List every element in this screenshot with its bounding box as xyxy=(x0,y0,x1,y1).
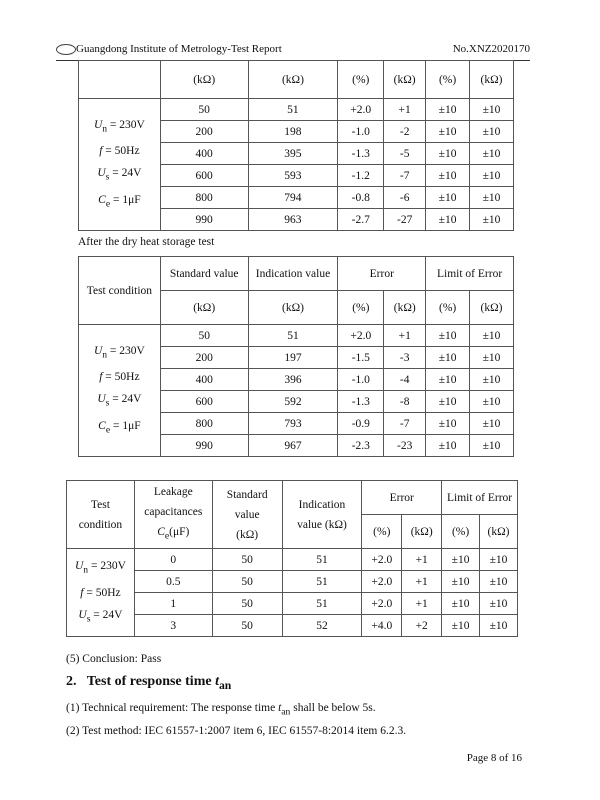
condition-line: f = 50Hz xyxy=(99,371,140,384)
table-cell: ±10 xyxy=(426,347,470,369)
condition-line: $U_s = 24V$ xyxy=(97,393,142,409)
table-cell: ±10 xyxy=(470,435,514,457)
condition-line: f = 50Hz xyxy=(99,145,140,158)
units-row xyxy=(79,61,514,99)
table-cell: -27 xyxy=(384,209,426,231)
unit-cell: (kΩ) xyxy=(470,61,514,99)
unit-cell: (kΩ) xyxy=(402,515,442,549)
table-cell: 200 xyxy=(160,121,248,143)
table-cell: 0 xyxy=(134,549,212,571)
standard-value-header: Standard value xyxy=(160,257,248,291)
table-cell: ±10 xyxy=(426,435,470,457)
table-cell: -1.3 xyxy=(338,391,384,413)
table-cell: -8 xyxy=(384,391,426,413)
table-cell: 50 xyxy=(212,615,282,637)
table-cell: ±10 xyxy=(470,121,514,143)
unit-cell: (%) xyxy=(442,515,480,549)
table-cell: -5 xyxy=(384,143,426,165)
table-cell: 51 xyxy=(282,549,362,571)
unit-cell: (kΩ) xyxy=(248,61,338,99)
unit-cell: (%) xyxy=(426,291,470,325)
table-cell: 50 xyxy=(212,593,282,615)
unit-cell: (kΩ) xyxy=(160,61,248,99)
table-cell: ±10 xyxy=(470,165,514,187)
table-cell: ±10 xyxy=(480,593,518,615)
institute-logo-icon xyxy=(56,44,76,55)
table-cell: -1.0 xyxy=(338,121,384,143)
table-cell: 197 xyxy=(248,347,338,369)
table-cell: -1.0 xyxy=(338,369,384,391)
report-number: No.XNZ2020170 xyxy=(452,43,530,55)
table-cell: 396 xyxy=(248,369,338,391)
table-cell: -2 xyxy=(384,121,426,143)
limit-of-error-header: Limit of Error xyxy=(442,481,518,515)
table-cell: ±10 xyxy=(442,571,480,593)
table-cell: +1 xyxy=(402,571,442,593)
table-cell: 50 xyxy=(212,549,282,571)
test-condition-cell xyxy=(79,325,161,457)
table-cell: ±10 xyxy=(426,187,470,209)
table-row xyxy=(67,571,518,593)
error-header: Error xyxy=(362,481,442,515)
table-cell: 800 xyxy=(160,413,248,435)
unit-cell: (%) xyxy=(338,291,384,325)
leakage-capacitance-table xyxy=(66,480,518,637)
results-table-2 xyxy=(78,256,514,457)
table-row xyxy=(79,99,514,121)
condition-line: f = 50Hz xyxy=(80,586,121,599)
table-caption: After the dry heat storage test xyxy=(78,236,215,248)
header-row xyxy=(79,257,514,291)
table-cell: 592 xyxy=(248,391,338,413)
table-cell: -1.2 xyxy=(338,165,384,187)
table-cell: -3 xyxy=(384,347,426,369)
page-header xyxy=(56,42,530,61)
table-cell: +2.0 xyxy=(362,593,402,615)
condition-line: $U_n = 230V$ xyxy=(93,119,145,135)
table-cell: ±10 xyxy=(426,99,470,121)
table-row xyxy=(67,549,518,571)
test-condition-header: Test condition xyxy=(67,481,135,549)
table-cell: -7 xyxy=(384,165,426,187)
unit-cell: (kΩ) xyxy=(384,291,426,325)
table-cell: -4 xyxy=(384,369,426,391)
table-cell: 50 xyxy=(160,325,248,347)
test-method-text: (2) Test method: IEC 61557-1:2007 item 6, IEC 61557-8:2014 item 6.2.3. xyxy=(66,725,407,737)
indication-value-header: Indication value (kΩ) xyxy=(282,481,362,549)
table-cell: 593 xyxy=(248,165,338,187)
unit-cell: (%) xyxy=(362,515,402,549)
table-cell: -0.8 xyxy=(338,187,384,209)
table-cell: -2.3 xyxy=(338,435,384,457)
table-cell: ±10 xyxy=(470,209,514,231)
test-condition-header: Test condition xyxy=(79,257,161,325)
table-row xyxy=(79,325,514,347)
table-cell: 400 xyxy=(160,369,248,391)
condition-line: $U_s = 24V$ xyxy=(78,608,123,624)
table-cell: ±10 xyxy=(470,347,514,369)
table-cell: +2.0 xyxy=(362,549,402,571)
table-cell: 51 xyxy=(248,99,338,121)
table-cell: 50 xyxy=(212,571,282,593)
table-cell: 50 xyxy=(160,99,248,121)
table-cell: 990 xyxy=(160,435,248,457)
leakage-capacitance-header: Leakage capacitances $C_e(\mu F)$ xyxy=(134,481,212,549)
table-cell: ±10 xyxy=(470,391,514,413)
unit-cell: (kΩ) xyxy=(160,291,248,325)
table-cell: ±10 xyxy=(426,143,470,165)
table-cell: 52 xyxy=(282,615,362,637)
table-cell: +2.0 xyxy=(338,99,384,121)
table-cell: ±10 xyxy=(480,615,518,637)
test-condition-cell xyxy=(67,549,135,637)
table-cell: 793 xyxy=(248,413,338,435)
conclusion-text: (5) Conclusion: Pass xyxy=(66,653,162,665)
section-heading: 2. Test of response time $t_{an}$ xyxy=(66,674,232,692)
table-cell: 3 xyxy=(134,615,212,637)
report-title: Guangdong Institute of Metrology-Test Report xyxy=(76,43,282,55)
table-cell: 990 xyxy=(160,209,248,231)
table-cell: 800 xyxy=(160,187,248,209)
table-cell: 600 xyxy=(160,165,248,187)
unit-cell: (%) xyxy=(338,61,384,99)
table-cell: ±10 xyxy=(442,593,480,615)
table-cell: +1 xyxy=(384,99,426,121)
empty-cell xyxy=(79,61,161,99)
page-number: Page 8 of 16 xyxy=(466,752,522,764)
table-row xyxy=(67,593,518,615)
table-cell: 400 xyxy=(160,143,248,165)
table-cell: +2.0 xyxy=(338,325,384,347)
table-cell: ±10 xyxy=(470,187,514,209)
condition-line: $U_s = 24V$ xyxy=(97,167,142,183)
technical-requirement-text: (1) Technical requirement: The response time $t_{an}$ shall be below 5s. xyxy=(66,702,376,718)
table-cell: 51 xyxy=(282,571,362,593)
unit-cell: (kΩ) xyxy=(248,291,338,325)
table-cell: +2 xyxy=(402,615,442,637)
table-cell: -0.9 xyxy=(338,413,384,435)
table-cell: ±10 xyxy=(442,549,480,571)
table-cell: 0.5 xyxy=(134,571,212,593)
unit-cell: (kΩ) xyxy=(480,515,518,549)
indication-value-header: Indication value xyxy=(248,257,338,291)
table-cell: ±10 xyxy=(480,549,518,571)
table-cell: -7 xyxy=(384,413,426,435)
table-cell: -23 xyxy=(384,435,426,457)
table-cell: ±10 xyxy=(426,209,470,231)
standard-value-header: Standard value (kΩ) xyxy=(212,481,282,549)
table-cell: -6 xyxy=(384,187,426,209)
table-cell: -1.5 xyxy=(338,347,384,369)
table-cell: ±10 xyxy=(426,165,470,187)
table-cell: 395 xyxy=(248,143,338,165)
results-table-1 xyxy=(78,60,514,231)
table-cell: 200 xyxy=(160,347,248,369)
table-cell: ±10 xyxy=(426,413,470,435)
unit-cell: (kΩ) xyxy=(470,291,514,325)
header-row xyxy=(67,481,518,515)
table-cell: +1 xyxy=(402,549,442,571)
table-cell: +1 xyxy=(384,325,426,347)
table-cell: ±10 xyxy=(426,325,470,347)
table-cell: ±10 xyxy=(470,413,514,435)
table-cell: ±10 xyxy=(470,99,514,121)
table-cell: ±10 xyxy=(426,391,470,413)
table-row xyxy=(67,615,518,637)
table-cell: ±10 xyxy=(480,571,518,593)
table-cell: ±10 xyxy=(470,369,514,391)
table-cell: 600 xyxy=(160,391,248,413)
table-cell: 794 xyxy=(248,187,338,209)
table-cell: ±10 xyxy=(470,143,514,165)
condition-line: $C_e = 1\mu F$ xyxy=(98,419,141,435)
table-cell: +2.0 xyxy=(362,571,402,593)
table-cell: 963 xyxy=(248,209,338,231)
table-cell: ±10 xyxy=(426,369,470,391)
test-condition-cell xyxy=(79,99,161,231)
table-cell: ±10 xyxy=(470,325,514,347)
table-cell: 967 xyxy=(248,435,338,457)
error-header: Error xyxy=(338,257,426,291)
table-cell: ±10 xyxy=(426,121,470,143)
table-cell: ±10 xyxy=(442,615,480,637)
table-cell: +4.0 xyxy=(362,615,402,637)
limit-of-error-header: Limit of Error xyxy=(426,257,514,291)
condition-line: $U_n = 230V$ xyxy=(74,560,126,576)
table-cell: 51 xyxy=(282,593,362,615)
table-cell: +1 xyxy=(402,593,442,615)
unit-cell: (%) xyxy=(426,61,470,99)
table-cell: -2.7 xyxy=(338,209,384,231)
table-cell: 51 xyxy=(248,325,338,347)
table-cell: 198 xyxy=(248,121,338,143)
condition-line: $C_e = 1\mu F$ xyxy=(98,193,141,209)
table-cell: 1 xyxy=(134,593,212,615)
condition-line: $U_n = 230V$ xyxy=(93,345,145,361)
unit-cell: (kΩ) xyxy=(384,61,426,99)
table-cell: -1.3 xyxy=(338,143,384,165)
